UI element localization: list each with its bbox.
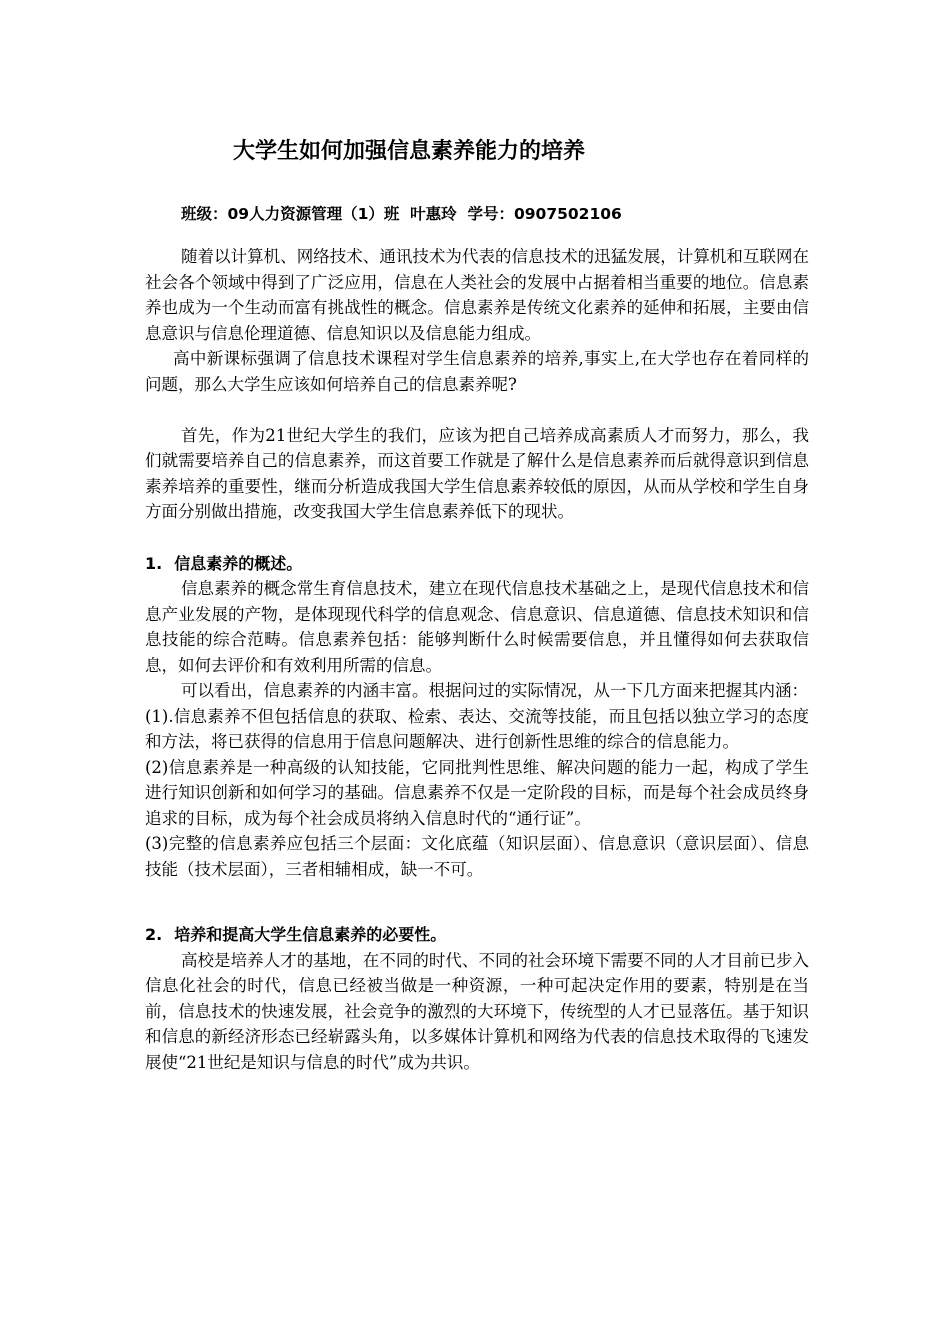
section-heading xyxy=(145,922,809,948)
list-item: (2)信息素养是一种高级的认知技能，它同批判性思维、解决问题的能力一起，构成了学生进行知识创新和如何学习的基础。信息素养不仅是一定阶段的目标，而是每个社会成员终身追求的目标，成为每个社会成员将纳入信息时代的“通行证”。 xyxy=(145,757,809,828)
body-paragraph: 高校是培养人才的基地，在不同的时代、不同的社会环境下需要不同的人才目前已步入信息化社会的时代，信息已经被当做是一种资源，一种可起决定作用的要素，特别是在当前，信息技术的快速发展，社会竞争的激烈的大环境下，传统型的人才已显落伍。基于知识和信息的新经济形态已经崭露头角，以多媒体计算机和网络为代表的信息技术取得的飞速发展使“21世纪是知识与信息的时代”成为共识。 xyxy=(145,950,809,1072)
intro-paragraph: 随着以计算机、网络技术、通讯技术为代表的信息技术的迅猛发展，计算机和互联网在社会各个领域中得到了广泛应用，信息在人类社会的发展中占据着相当重要的地位。信息素养也成为一个生动而富有挑战性的概念。信息素养是传统文化素养的延伸和拓展，主要由信息意识与信息伦理道德、信息知识以及信息能力组成。 xyxy=(145,247,809,343)
body-paragraph: 信息素养的概念常生育信息技术，建立在现代信息技术基础之上，是现代信息技术和信息产业发展的产物，是体现现代科学的信息观念、信息意识、信息道德、信息技术知识和信息技能的综合范畴。信息素养包括：能够判断什么时候需要信息，并且懂得如何去获取信息，如何去评价和有效利用所需的信息。 xyxy=(145,579,809,675)
document-page xyxy=(145,130,809,1075)
student-id: 学号：0907502106 xyxy=(467,205,622,223)
section-number: 1. xyxy=(145,553,163,573)
intro-paragraph: 高中新课标强调了信息技术课程对学生信息素养的培养,事实上,在大学也存在着同样的问题，那么大学生应该如何培养自己的信息素养呢? xyxy=(145,349,809,394)
list-item: (1).信息素养不但包括信息的获取、检索、表达、交流等技能，而且包括以独立学习的态度和方法，将已获得的信息用于信息问题解决、进行创新性思维的综合的信息能力。 xyxy=(145,706,809,751)
section-title: 培养和提高大学生信息素养的必要性。 xyxy=(174,925,447,944)
author-byline xyxy=(181,202,809,226)
section-number: 2. xyxy=(145,925,163,944)
class-info: 班级：09人力资源管理（1）班 xyxy=(181,205,400,223)
intro-paragraph: 首先，作为21世纪大学生的我们，应该为把自己培养成高素质人才而努力，那么，我们就需要培养自己的信息素养，而这首要工作就是了解什么是信息素养而后就得意识到信息素养培养的重要性，继而分析造成我国大学生信息素养较低的原因，从而从学校和学生自身方面分别做出措施，改变我国大学生信息素养低下的现状。 xyxy=(145,425,809,521)
section-heading xyxy=(145,551,809,577)
document-title: 大学生如何加强信息素养能力的培养 xyxy=(233,139,586,164)
author-name: 叶惠玲 xyxy=(410,205,457,223)
body-paragraph: 可以看出，信息素养的内涵丰富。根据问过的实际情况，从一下几方面来把握其内涵： xyxy=(181,681,808,700)
section-title: 信息素养的概述。 xyxy=(174,553,303,573)
list-item: (3)完整的信息素养应包括三个层面：文化底蕴（知识层面）、信息意识（意识层面）、信息技能（技术层面），三者相辅相成，缺一不可。 xyxy=(145,834,809,879)
